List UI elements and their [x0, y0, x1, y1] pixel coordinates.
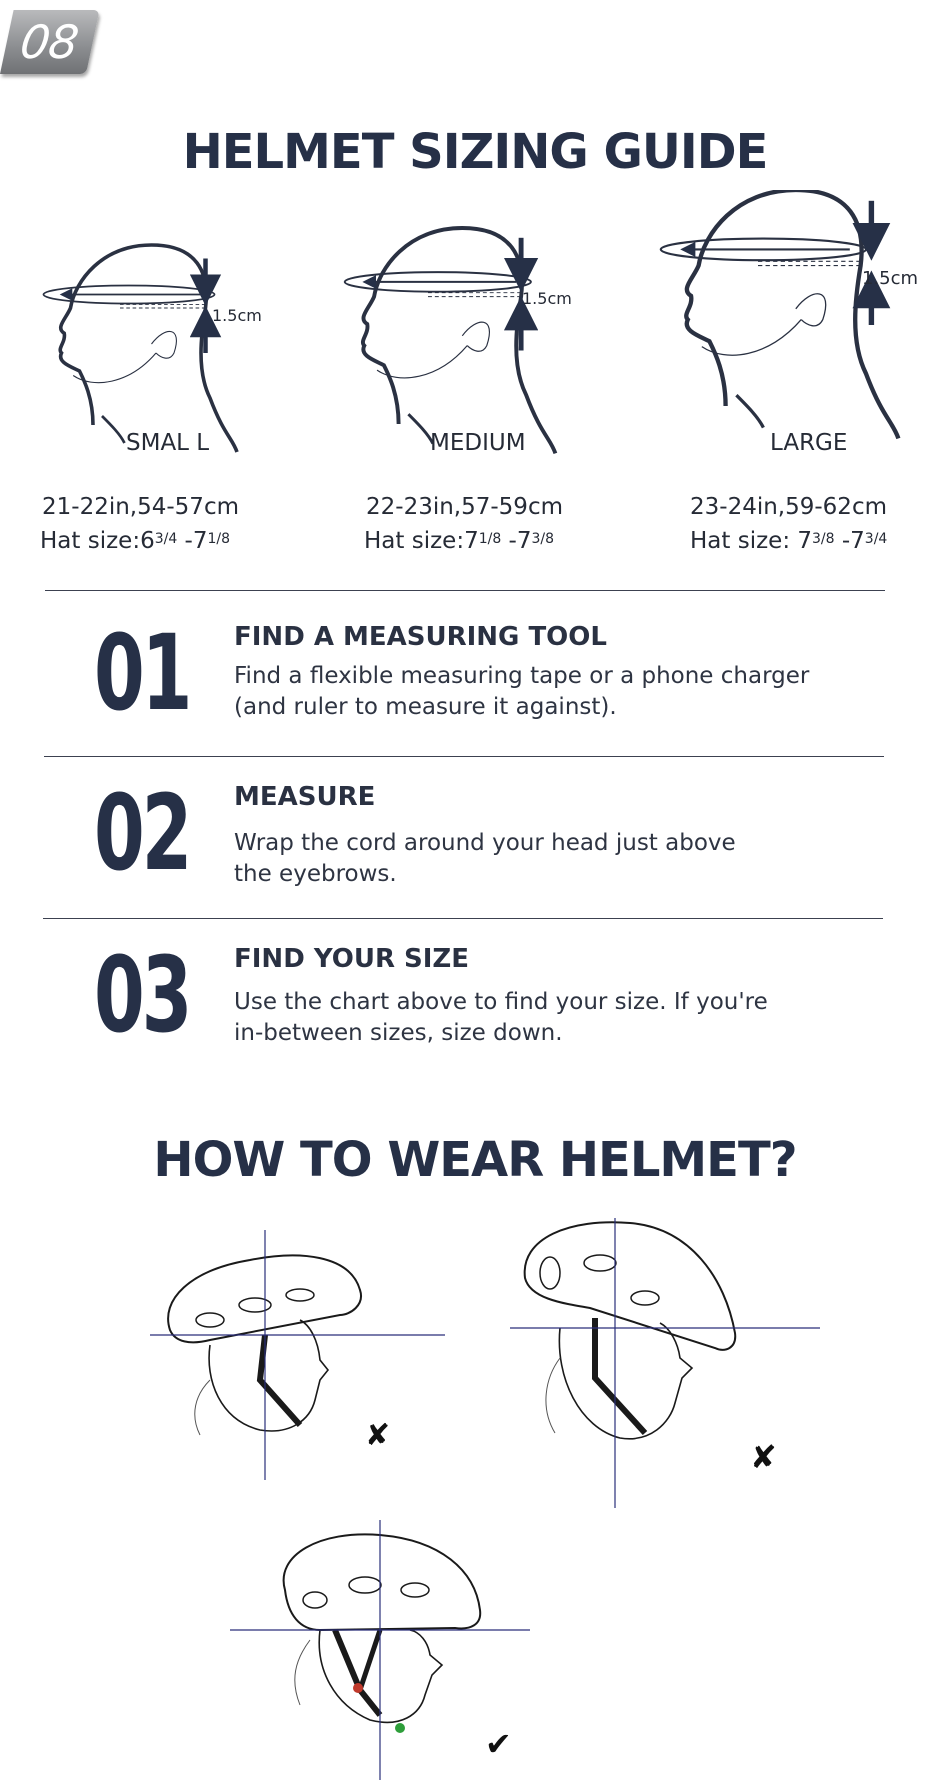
divider — [44, 756, 884, 757]
head-medium — [345, 228, 556, 453]
wear-title: HOW TO WEAR HELMET? — [153, 1132, 797, 1188]
wear-helmet-illustrations — [0, 1200, 950, 1784]
size-name-medium: MEDIUM — [430, 430, 526, 456]
page-number: 08 — [16, 15, 82, 69]
size-range-large: 23-24in,59-62cm — [690, 494, 887, 520]
step-body-1: Find a flexible measuring tape or a phone charger (and ruler to measure it against). — [234, 663, 810, 720]
page-number-badge — [0, 10, 100, 74]
step-title-2: MEASURE — [234, 782, 376, 812]
hat-size-small: Hat $size:6^{3/4}$ $-7^{1/8}$ — [40, 528, 231, 554]
step-number-3: 03 — [94, 934, 190, 1056]
size-name-large: LARGE — [770, 430, 848, 456]
head-profiles-illustration — [0, 190, 950, 460]
step-number-1: 01 — [94, 612, 190, 734]
hat-size-medium: Hat $size:7^{1/8}$ $-7^{3/8}$ — [364, 528, 555, 554]
wrong-mark-1: ✘ — [365, 1418, 391, 1453]
wear-example-tilted-forward — [510, 1218, 820, 1508]
sizing-guide-title: HELMET SIZING GUIDE — [182, 124, 768, 180]
gap-label-medium: 1.5cm — [522, 289, 572, 308]
gap-label-small: 1.5cm — [212, 306, 262, 325]
wrong-mark-2: ✘ — [750, 1438, 777, 1476]
step-title-3: FIND YOUR SIZE — [234, 944, 470, 974]
hat-size-large: Hat size: $7^{3/8}$ $-7^{3/4}$ — [690, 528, 888, 554]
wear-example-correct — [230, 1520, 530, 1780]
head-large — [661, 190, 899, 438]
step-title-1: FIND A MEASURING TOOL — [234, 622, 607, 652]
divider — [43, 918, 883, 919]
divider — [45, 590, 885, 591]
size-name-small: SMAL L — [126, 430, 210, 456]
step-body-3: Use the chart above to find your size. If you're in-between sizes, size down. — [234, 989, 768, 1046]
correct-mark: ✔ — [485, 1725, 512, 1763]
size-range-medium: 22-23in,57-59cm — [366, 494, 563, 520]
size-range-small: 21-22in,54-57cm — [42, 494, 239, 520]
step-body-2: Wrap the cord around your head just above the eyebrows. — [234, 830, 736, 887]
gap-label-large: 1.5cm — [862, 268, 919, 289]
step-number-2: 02 — [94, 772, 190, 894]
wear-example-tilted-back — [150, 1230, 445, 1480]
head-small — [44, 245, 238, 452]
